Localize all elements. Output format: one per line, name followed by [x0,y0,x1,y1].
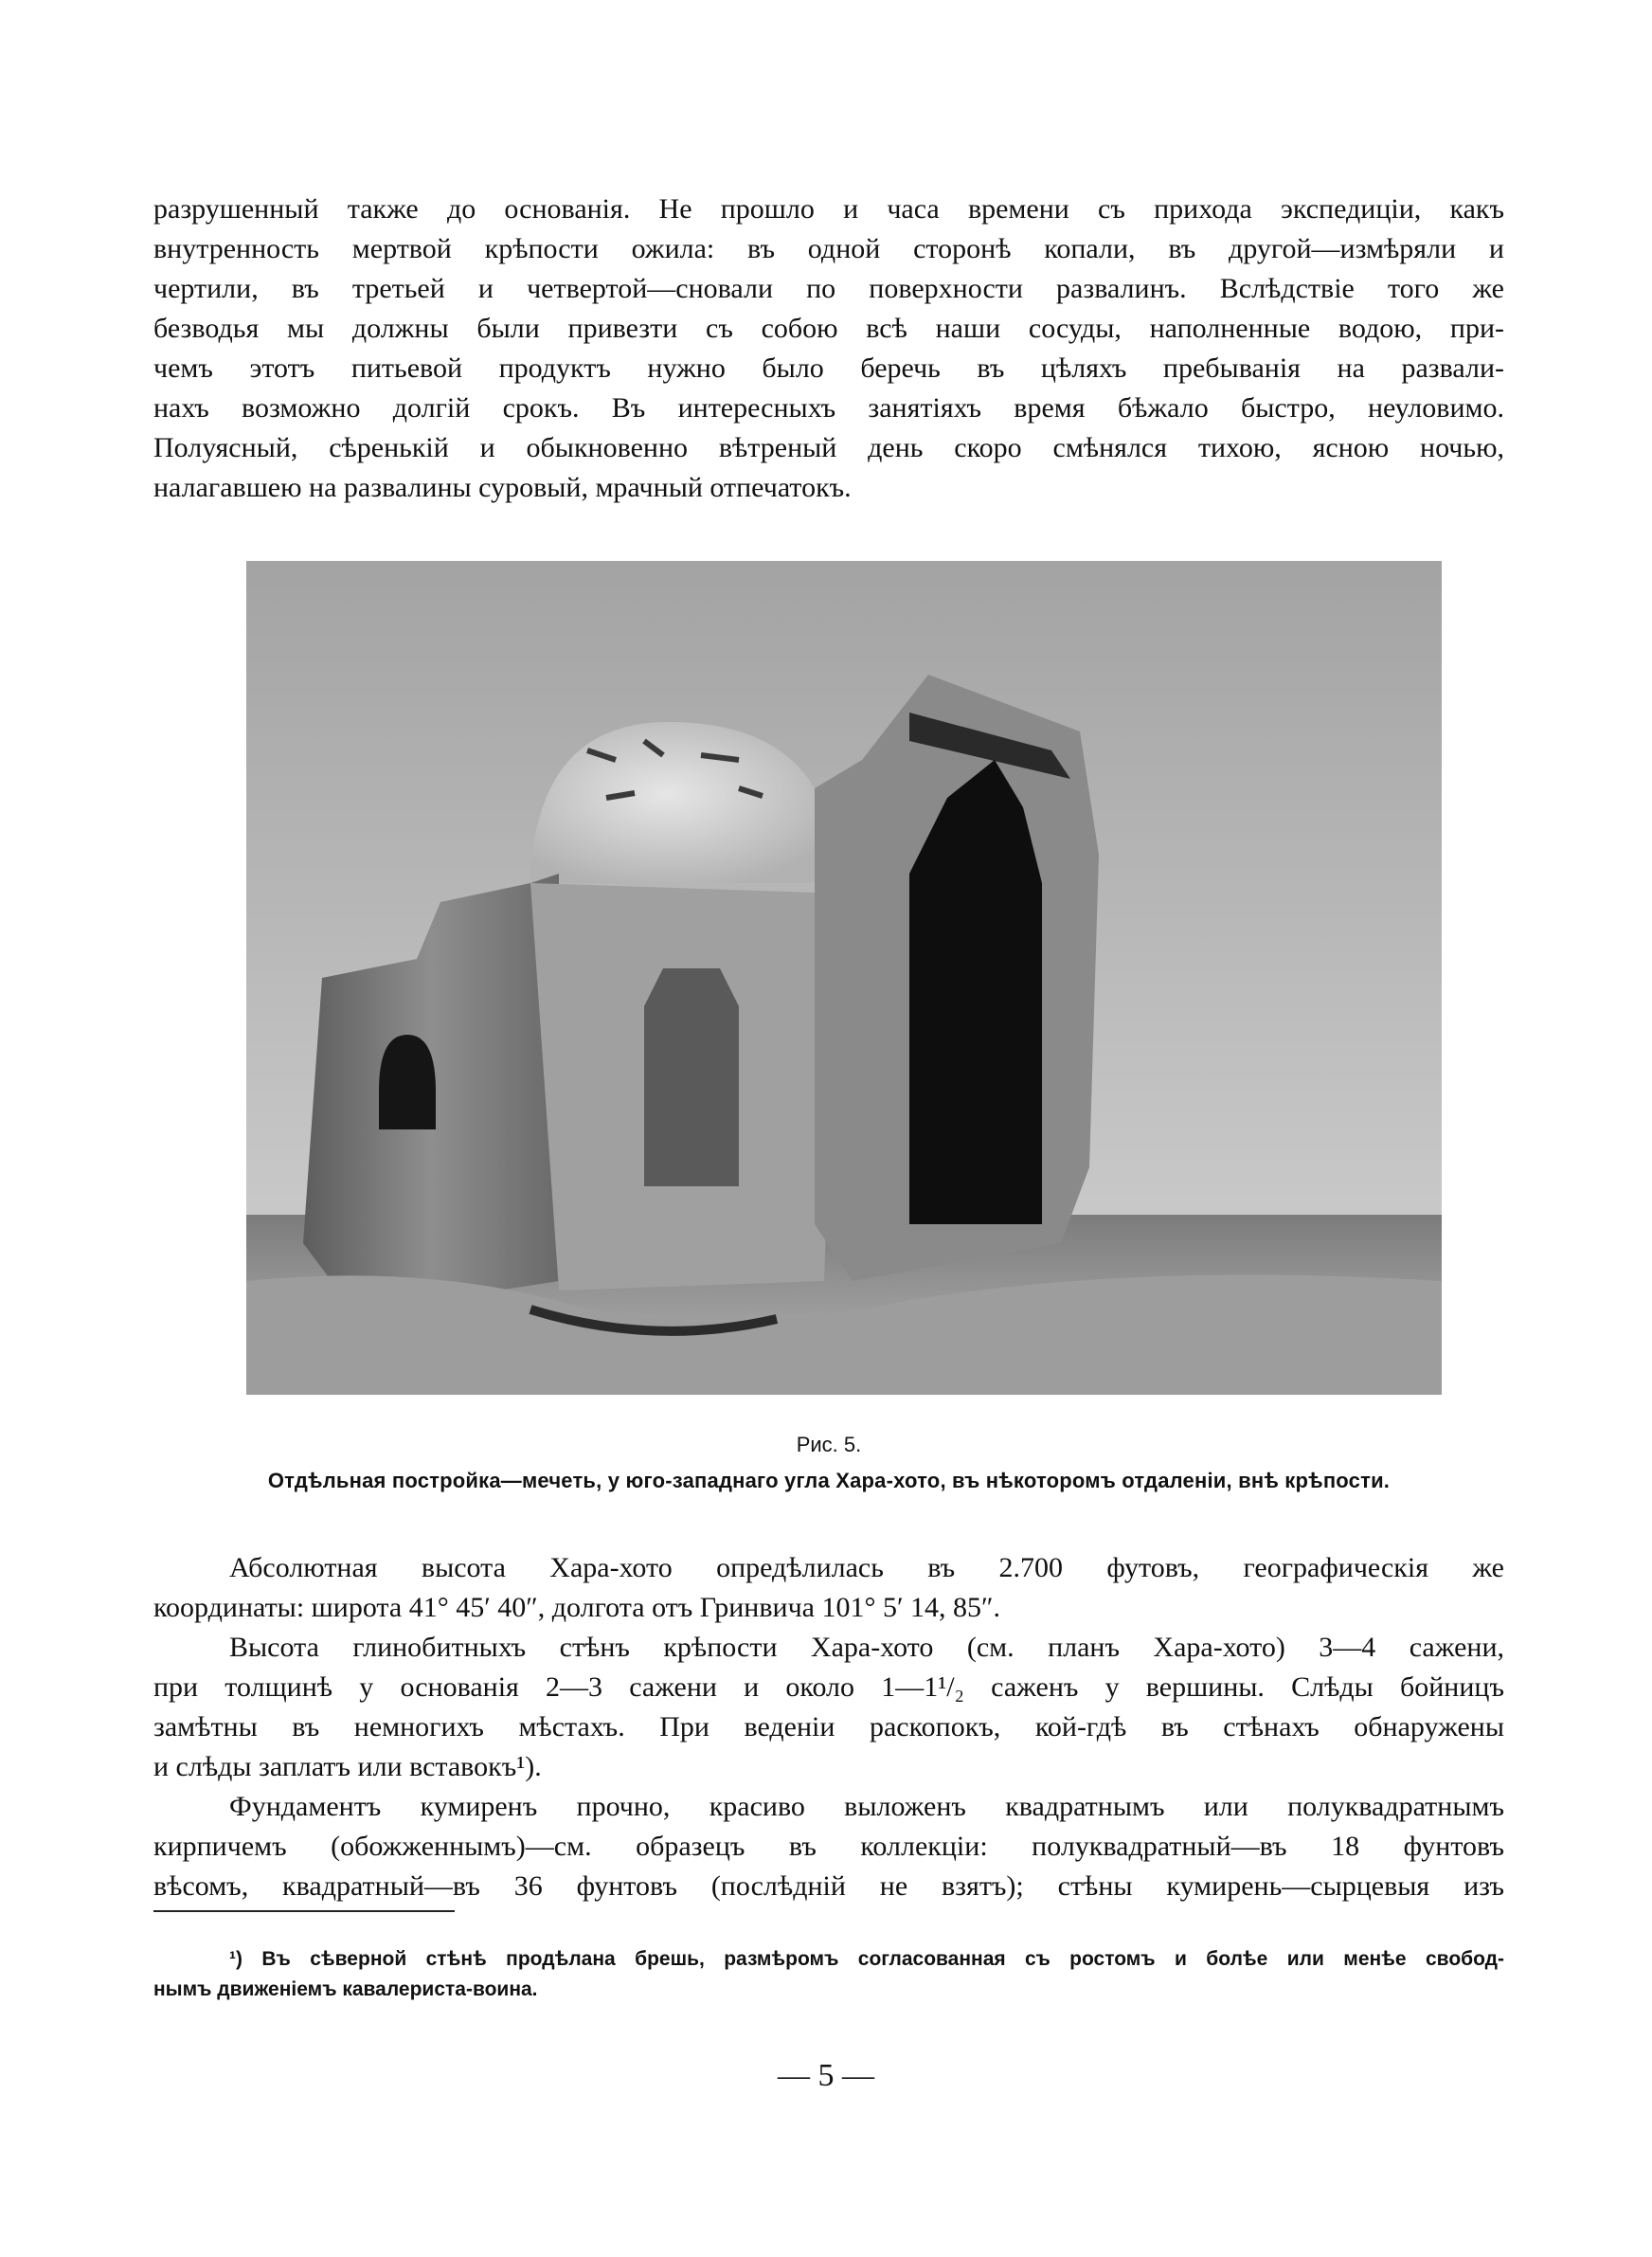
text-line: кирпичемъ (обожженнымъ)—см. образецъ въ коллекціи: полуквадратный—въ 18 фунтовъ [153,1831,1504,1862]
figure-caption: Отдѣльная постройка—мечеть, у юго-западнаго угла Хара-хото, въ нѣкоторомъ отдаленіи, внѣ крѣпости. [267,1469,1391,1492]
footnote [153,1944,1504,2005]
body-paragraph-4 [153,1787,1504,1906]
text-line: чемъ этотъ питьевой продуктъ нужно было беречь въ цѣляхъ пребыванія на развали- [153,352,1504,384]
body-paragraph-1 [153,190,1504,508]
figure-label: Рис. 5. [796,1433,862,1456]
text-line: внутренность мертвой крѣпости ожила: въ одной сторонѣ копали, въ другой—измѣряли и [153,233,1504,264]
text-line: координаты: широта 41° 45′ 40″, долгота отъ Гринвича 101° 5′ 14, 85″. [153,1592,1001,1623]
body-paragraph-3 [153,1628,1504,1787]
page-number: — 5 — [778,2058,874,2093]
mosque-ruin-photo [246,561,1442,1395]
text-line: нахъ возможно долгій срокъ. Въ интересныхъ занятіяхъ время бѣжало быстро, неуловимо. [153,392,1504,424]
text-line: Фундаментъ кумиренъ прочно, красиво выложенъ квадратнымъ или полуквадратнымъ [229,1791,1504,1822]
text-line: замѣтны въ немногихъ мѣстахъ. При веденіи раскопокъ, кой-гдѣ въ стѣнахъ обнаружены [153,1711,1504,1742]
text-line: Абсолютная высота Хара-хото опредѣлилась въ 2.700 футовъ, географическія же [229,1552,1504,1583]
footnote-line: нымъ движеніемъ кавалериста-воина. [153,1978,538,2000]
text-line: и слѣды заплатъ или вставокъ¹). [153,1751,542,1782]
text-line: Высота глинобитныхъ стѣнъ крѣпости Хара-хото (см. планъ Хара-хото) 3—4 сажени, [229,1632,1504,1663]
text-line: при толщинѣ у основанія 2—3 сажени и около 1—1¹/₂ саженъ у вершины. Слѣды бойницъ [153,1671,1504,1703]
text-line: Полуясный, сѣренькій и обыкновенно вѣтреный день скоро смѣнялся тихою, ясною ночью, [153,432,1504,463]
body-paragraph-2 [153,1548,1504,1628]
footnote-line: ¹) Въ сѣверной стѣнѣ продѣлана брешь, размѣромъ согласованная съ ростомъ и болѣе или менѣе свобод- [229,1948,1504,1970]
footnote-divider [153,1910,455,1912]
text-line: вѣсомъ, квадратный—въ 36 фунтовъ (послѣдній не взятъ); стѣны кумирень—сырцевыя изъ [153,1870,1504,1902]
text-line: безводья мы должны были привезти съ собою всѣ наши сосуды, наполненные водою, при- [153,313,1504,344]
text-line: разрушенный также до основанія. Не прошло и часа времени съ прихода экспедиціи, какъ [153,193,1504,225]
text-line: чертили, въ третьей и четвертой—сновали по поверхности развалинъ. Вслѣдствіе того же [153,273,1504,304]
text-line: налагавшею на развалины суровый, мрачный отпечатокъ. [153,472,852,503]
